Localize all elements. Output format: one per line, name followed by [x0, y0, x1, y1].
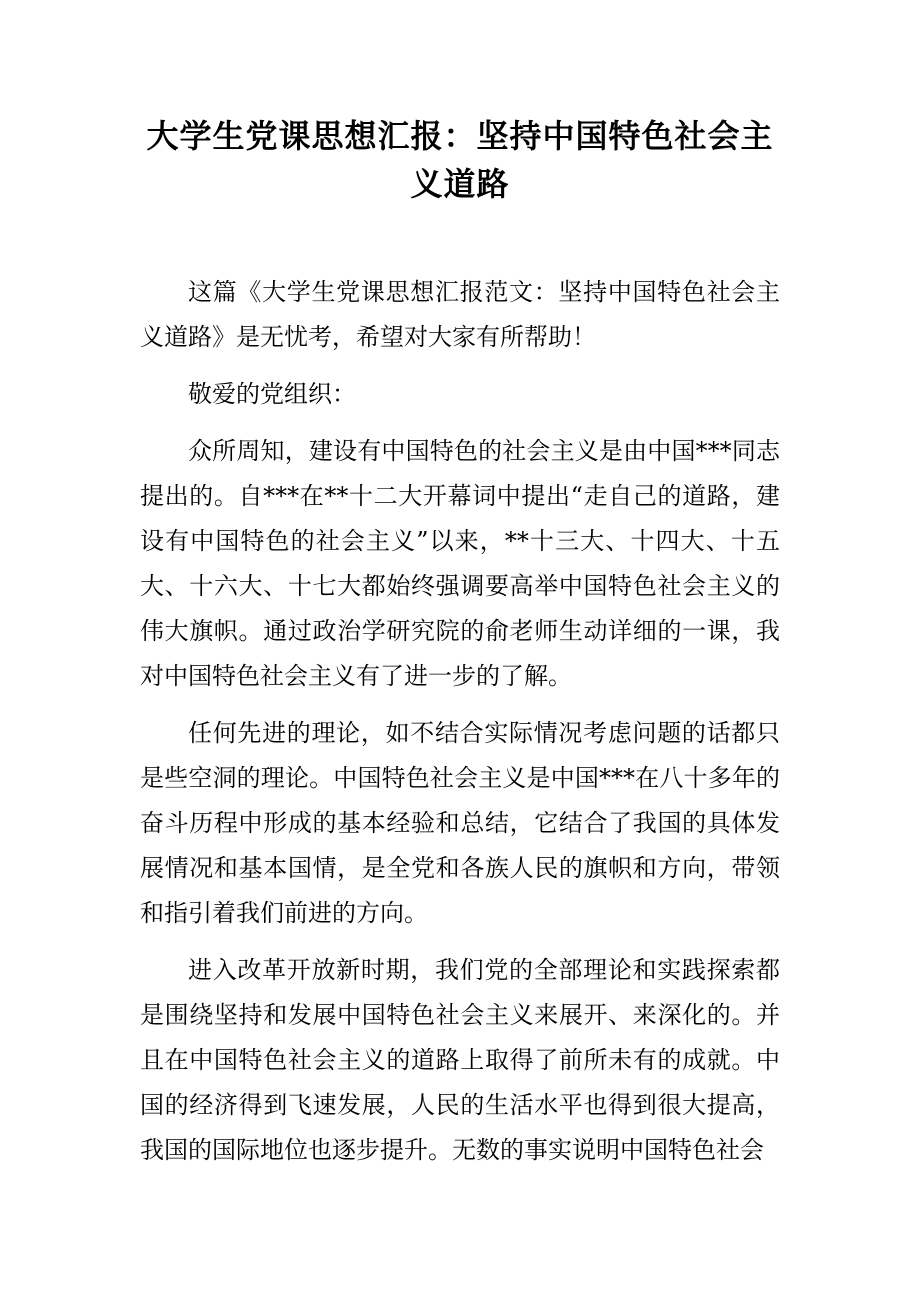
body-paragraph-1: 众所周知，建设有中国特色的社会主义是由中国***同志提出的。自***在**十二大开幕词中提出“走自己的道路，建设有中国特色的社会主义”以来，**十三大、十四大、十五大、十六大、十七大都始终强调要高举中国特色社会主义的伟大旗帜。通过政治学研究院的俞老师生动详细的一课，我对中国特色社会主义有了进一步的了解。: [140, 437, 780, 690]
document-title: 大学生党课思想汇报：坚持中国特色社会主义道路: [146, 117, 774, 203]
body-paragraph-2: 任何先进的理论，如不结合实际情况考虑问题的话都只是些空洞的理论。中国特色社会主义是中国***在八十多年的奋斗历程中形成的基本经验和总结，它结合了我国的具体发展情况和基本国情，是全党和各族人民的旗帜和方向，带领和指引着我们前进的方向。: [140, 719, 780, 927]
intro-paragraph: 这篇《大学生党课思想汇报范文：坚持中国特色社会主义道路》是无忧考，希望对大家有所帮助！: [140, 278, 780, 351]
salutation: 敬爱的党组织：: [188, 380, 356, 408]
body-paragraph-3: 进入改革开放新时期，我们党的全部理论和实践探索都是围绕坚持和发展中国特色社会主义来展开、来深化的。并且在中国特色社会主义的道路上取得了前所未有的成就。中国的经济得到飞速发展，人民的生活水平也得到很大提高，我国的国际地位也逐步提升。无数的事实说明中国特色社会: [140, 956, 780, 1164]
document-body: [140, 270, 780, 1185]
